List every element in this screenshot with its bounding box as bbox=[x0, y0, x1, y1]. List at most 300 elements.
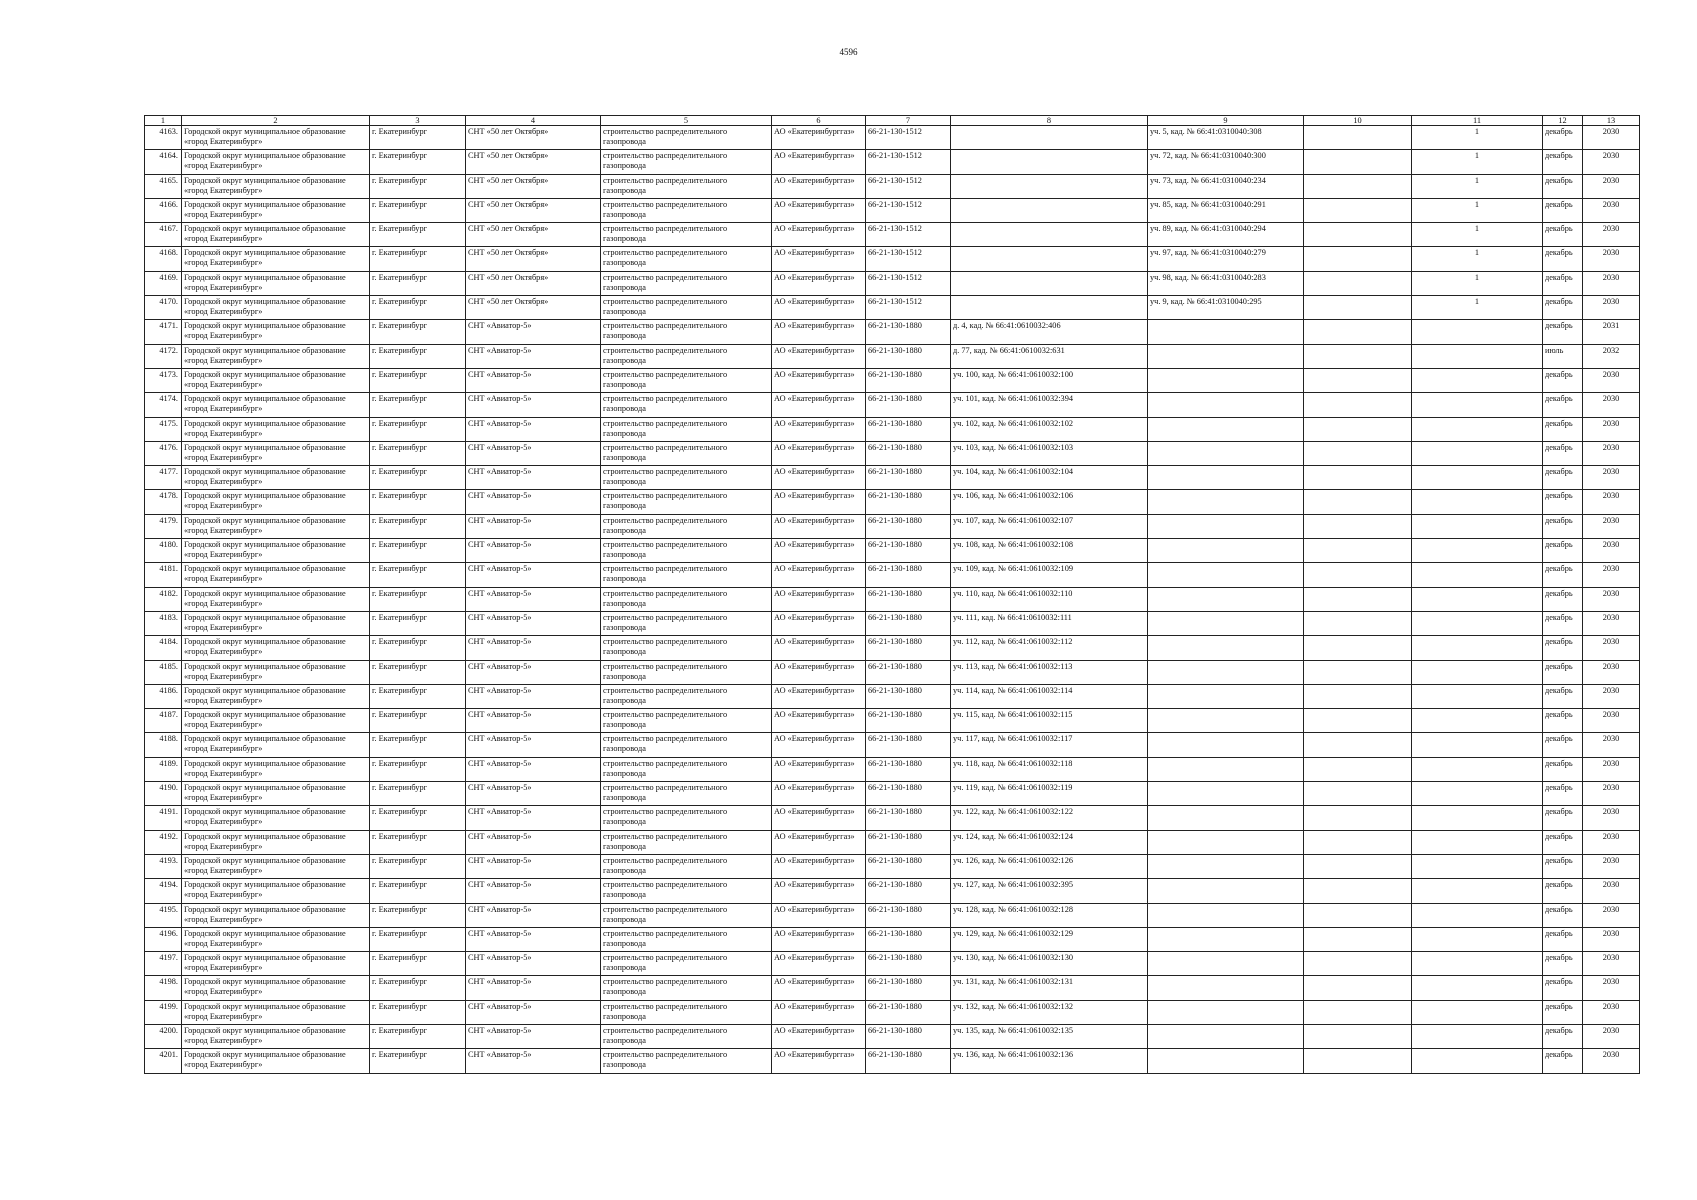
count-cell: 1 bbox=[1412, 150, 1543, 174]
row-number: 4175. bbox=[145, 417, 182, 441]
house-cadastral-cell: уч. 131, кад. № 66:41:0610032:131 bbox=[951, 976, 1148, 1000]
house-cadastral-cell: уч. 127, кад. № 66:41:0610032:395 bbox=[951, 879, 1148, 903]
city-cell: г. Екатеринбург bbox=[370, 757, 466, 781]
organization-cell: АО «Екатеринбурггаз» bbox=[772, 490, 866, 514]
month-cell: декабрь bbox=[1543, 368, 1583, 392]
city-cell: г. Екатеринбург bbox=[370, 174, 466, 198]
organization-cell: АО «Екатеринбурггаз» bbox=[772, 441, 866, 465]
column-10-cell bbox=[1304, 854, 1412, 878]
row-number: 4197. bbox=[145, 952, 182, 976]
program-code-cell: 66-21-130-1880 bbox=[866, 684, 951, 708]
table-row bbox=[145, 247, 1640, 271]
row-number: 4176. bbox=[145, 441, 182, 465]
work-type-cell: строительство распределительного газопровода bbox=[601, 393, 772, 417]
house-cadastral-cell: уч. 101, кад. № 66:41:0610032:394 bbox=[951, 393, 1148, 417]
house-cadastral-cell: уч. 128, кад. № 66:41:0610032:128 bbox=[951, 903, 1148, 927]
program-code-cell: 66-21-130-1880 bbox=[866, 611, 951, 635]
city-cell: г. Екатеринбург bbox=[370, 441, 466, 465]
municipality-cell: Городской округ муниципальное образование «город Екатеринбург» bbox=[182, 611, 370, 635]
row-number: 4187. bbox=[145, 709, 182, 733]
settlement-cell: СНТ «Авиатор-5» bbox=[466, 320, 601, 344]
month-cell: декабрь bbox=[1543, 1049, 1583, 1073]
work-type-cell: строительство распределительного газопровода bbox=[601, 150, 772, 174]
plot-cadastral-cell bbox=[1148, 587, 1304, 611]
organization-cell: АО «Екатеринбурггаз» bbox=[772, 514, 866, 538]
plot-cadastral-cell bbox=[1148, 1049, 1304, 1073]
municipality-cell: Городской округ муниципальное образование «город Екатеринбург» bbox=[182, 830, 370, 854]
organization-cell: АО «Екатеринбурггаз» bbox=[772, 830, 866, 854]
table-row bbox=[145, 344, 1640, 368]
table-row bbox=[145, 466, 1640, 490]
settlement-cell: СНТ «50 лет Октября» bbox=[466, 223, 601, 247]
city-cell: г. Екатеринбург bbox=[370, 952, 466, 976]
count-cell bbox=[1412, 587, 1543, 611]
city-cell: г. Екатеринбург bbox=[370, 368, 466, 392]
program-code-cell: 66-21-130-1880 bbox=[866, 514, 951, 538]
work-type-cell: строительство распределительного газопровода bbox=[601, 417, 772, 441]
house-cadastral-cell: уч. 114, кад. № 66:41:0610032:114 bbox=[951, 684, 1148, 708]
organization-cell: АО «Екатеринбурггаз» bbox=[772, 466, 866, 490]
organization-cell: АО «Екатеринбурггаз» bbox=[772, 539, 866, 563]
count-cell bbox=[1412, 417, 1543, 441]
plot-cadastral-cell bbox=[1148, 1000, 1304, 1024]
municipality-cell: Городской округ муниципальное образование «город Екатеринбург» bbox=[182, 539, 370, 563]
program-code-cell: 66-21-130-1512 bbox=[866, 296, 951, 320]
municipality-cell: Городской округ муниципальное образование «город Екатеринбург» bbox=[182, 587, 370, 611]
table-row bbox=[145, 927, 1640, 951]
organization-cell: АО «Екатеринбурггаз» bbox=[772, 684, 866, 708]
city-cell: г. Екатеринбург bbox=[370, 417, 466, 441]
column-header-5: 5 bbox=[601, 116, 772, 126]
year-cell: 2030 bbox=[1583, 417, 1640, 441]
month-cell: декабрь bbox=[1543, 927, 1583, 951]
plot-cadastral-cell bbox=[1148, 636, 1304, 660]
count-cell bbox=[1412, 368, 1543, 392]
house-cadastral-cell: уч. 113, кад. № 66:41:0610032:113 bbox=[951, 660, 1148, 684]
table-row bbox=[145, 611, 1640, 635]
plot-cadastral-cell bbox=[1148, 490, 1304, 514]
program-code-cell: 66-21-130-1880 bbox=[866, 490, 951, 514]
table-row bbox=[145, 684, 1640, 708]
program-code-cell: 66-21-130-1512 bbox=[866, 247, 951, 271]
row-number: 4190. bbox=[145, 782, 182, 806]
city-cell: г. Екатеринбург bbox=[370, 879, 466, 903]
work-type-cell: строительство распределительного газопровода bbox=[601, 587, 772, 611]
work-type-cell: строительство распределительного газопровода bbox=[601, 1024, 772, 1048]
organization-cell: АО «Екатеринбурггаз» bbox=[772, 344, 866, 368]
settlement-cell: СНТ «Авиатор-5» bbox=[466, 1049, 601, 1073]
program-code-cell: 66-21-130-1880 bbox=[866, 879, 951, 903]
column-10-cell bbox=[1304, 587, 1412, 611]
table-row bbox=[145, 490, 1640, 514]
work-type-cell: строительство распределительного газопровода bbox=[601, 684, 772, 708]
settlement-cell: СНТ «Авиатор-5» bbox=[466, 587, 601, 611]
column-10-cell bbox=[1304, 976, 1412, 1000]
month-cell: декабрь bbox=[1543, 1024, 1583, 1048]
settlement-cell: СНТ «Авиатор-5» bbox=[466, 903, 601, 927]
organization-cell: АО «Екатеринбурггаз» bbox=[772, 757, 866, 781]
settlement-cell: СНТ «Авиатор-5» bbox=[466, 636, 601, 660]
program-code-cell: 66-21-130-1880 bbox=[866, 903, 951, 927]
plot-cadastral-cell bbox=[1148, 684, 1304, 708]
organization-cell: АО «Екатеринбурггаз» bbox=[772, 952, 866, 976]
column-10-cell bbox=[1304, 879, 1412, 903]
settlement-cell: СНТ «Авиатор-5» bbox=[466, 854, 601, 878]
program-code-cell: 66-21-130-1880 bbox=[866, 830, 951, 854]
program-code-cell: 66-21-130-1512 bbox=[866, 198, 951, 222]
column-10-cell bbox=[1304, 539, 1412, 563]
row-number: 4170. bbox=[145, 296, 182, 320]
city-cell: г. Екатеринбург bbox=[370, 466, 466, 490]
city-cell: г. Екатеринбург bbox=[370, 126, 466, 150]
column-10-cell bbox=[1304, 903, 1412, 927]
table-row bbox=[145, 1049, 1640, 1073]
row-number: 4189. bbox=[145, 757, 182, 781]
work-type-cell: строительство распределительного газопровода bbox=[601, 660, 772, 684]
month-cell: декабрь bbox=[1543, 198, 1583, 222]
city-cell: г. Екатеринбург bbox=[370, 150, 466, 174]
house-cadastral-cell: уч. 122, кад. № 66:41:0610032:122 bbox=[951, 806, 1148, 830]
table-row bbox=[145, 757, 1640, 781]
year-cell: 2030 bbox=[1583, 126, 1640, 150]
municipality-cell: Городской округ муниципальное образование «город Екатеринбург» bbox=[182, 247, 370, 271]
house-cadastral-cell: уч. 132, кад. № 66:41:0610032:132 bbox=[951, 1000, 1148, 1024]
year-cell: 2030 bbox=[1583, 879, 1640, 903]
municipality-cell: Городской округ муниципальное образование «город Екатеринбург» bbox=[182, 952, 370, 976]
column-10-cell bbox=[1304, 393, 1412, 417]
organization-cell: АО «Екатеринбурггаз» bbox=[772, 660, 866, 684]
program-code-cell: 66-21-130-1880 bbox=[866, 320, 951, 344]
count-cell bbox=[1412, 344, 1543, 368]
table-row bbox=[145, 441, 1640, 465]
column-header-13: 13 bbox=[1583, 116, 1640, 126]
month-cell: декабрь bbox=[1543, 806, 1583, 830]
row-number: 4181. bbox=[145, 563, 182, 587]
month-cell: декабрь bbox=[1543, 174, 1583, 198]
row-number: 4182. bbox=[145, 587, 182, 611]
count-cell bbox=[1412, 952, 1543, 976]
year-cell: 2030 bbox=[1583, 636, 1640, 660]
settlement-cell: СНТ «Авиатор-5» bbox=[466, 757, 601, 781]
column-10-cell bbox=[1304, 417, 1412, 441]
row-number: 4201. bbox=[145, 1049, 182, 1073]
row-number: 4191. bbox=[145, 806, 182, 830]
table-row bbox=[145, 976, 1640, 1000]
work-type-cell: строительство распределительного газопровода bbox=[601, 636, 772, 660]
year-cell: 2031 bbox=[1583, 320, 1640, 344]
settlement-cell: СНТ «50 лет Октября» bbox=[466, 126, 601, 150]
column-10-cell bbox=[1304, 126, 1412, 150]
plot-cadastral-cell bbox=[1148, 709, 1304, 733]
month-cell: декабрь bbox=[1543, 611, 1583, 635]
column-10-cell bbox=[1304, 636, 1412, 660]
table-row bbox=[145, 174, 1640, 198]
year-cell: 2030 bbox=[1583, 587, 1640, 611]
city-cell: г. Екатеринбург bbox=[370, 393, 466, 417]
municipality-cell: Городской округ муниципальное образование «город Екатеринбург» bbox=[182, 1024, 370, 1048]
work-type-cell: строительство распределительного газопровода bbox=[601, 296, 772, 320]
column-10-cell bbox=[1304, 174, 1412, 198]
year-cell: 2030 bbox=[1583, 854, 1640, 878]
house-cadastral-cell: уч. 136, кад. № 66:41:0610032:136 bbox=[951, 1049, 1148, 1073]
organization-cell: АО «Екатеринбурггаз» bbox=[772, 709, 866, 733]
count-cell: 1 bbox=[1412, 247, 1543, 271]
program-code-cell: 66-21-130-1880 bbox=[866, 393, 951, 417]
work-type-cell: строительство распределительного газопровода bbox=[601, 757, 772, 781]
column-10-cell bbox=[1304, 150, 1412, 174]
program-code-cell: 66-21-130-1880 bbox=[866, 563, 951, 587]
plot-cadastral-cell bbox=[1148, 830, 1304, 854]
organization-cell: АО «Екатеринбурггаз» bbox=[772, 198, 866, 222]
row-number: 4184. bbox=[145, 636, 182, 660]
plot-cadastral-cell: уч. 73, кад. № 66:41:0310040:234 bbox=[1148, 174, 1304, 198]
work-type-cell: строительство распределительного газопровода bbox=[601, 1049, 772, 1073]
column-10-cell bbox=[1304, 952, 1412, 976]
table-row bbox=[145, 1000, 1640, 1024]
program-code-cell: 66-21-130-1880 bbox=[866, 709, 951, 733]
municipality-cell: Городской округ муниципальное образование «город Екатеринбург» bbox=[182, 854, 370, 878]
city-cell: г. Екатеринбург bbox=[370, 271, 466, 295]
plot-cadastral-cell bbox=[1148, 927, 1304, 951]
work-type-cell: строительство распределительного газопровода bbox=[601, 879, 772, 903]
year-cell: 2032 bbox=[1583, 344, 1640, 368]
count-cell bbox=[1412, 757, 1543, 781]
row-number: 4194. bbox=[145, 879, 182, 903]
table-row bbox=[145, 126, 1640, 150]
month-cell: декабрь bbox=[1543, 879, 1583, 903]
municipality-cell: Городской округ муниципальное образование «город Екатеринбург» bbox=[182, 368, 370, 392]
year-cell: 2030 bbox=[1583, 441, 1640, 465]
year-cell: 2030 bbox=[1583, 393, 1640, 417]
municipality-cell: Городской округ муниципальное образование «город Екатеринбург» bbox=[182, 514, 370, 538]
program-code-cell: 66-21-130-1512 bbox=[866, 271, 951, 295]
settlement-cell: СНТ «50 лет Октября» bbox=[466, 247, 601, 271]
municipality-cell: Городской округ муниципальное образование «город Екатеринбург» bbox=[182, 563, 370, 587]
column-10-cell bbox=[1304, 709, 1412, 733]
house-cadastral-cell: уч. 108, кад. № 66:41:0610032:108 bbox=[951, 539, 1148, 563]
column-10-cell bbox=[1304, 441, 1412, 465]
column-10-cell bbox=[1304, 247, 1412, 271]
plot-cadastral-cell: уч. 9, кад. № 66:41:0310040:295 bbox=[1148, 296, 1304, 320]
plot-cadastral-cell: уч. 85, кад. № 66:41:0310040:291 bbox=[1148, 198, 1304, 222]
year-cell: 2030 bbox=[1583, 684, 1640, 708]
count-cell bbox=[1412, 441, 1543, 465]
plot-cadastral-cell bbox=[1148, 854, 1304, 878]
table-row bbox=[145, 879, 1640, 903]
year-cell: 2030 bbox=[1583, 296, 1640, 320]
house-cadastral-cell: уч. 135, кад. № 66:41:0610032:135 bbox=[951, 1024, 1148, 1048]
plot-cadastral-cell: уч. 98, кад. № 66:41:0310040:283 bbox=[1148, 271, 1304, 295]
work-type-cell: строительство распределительного газопровода bbox=[601, 830, 772, 854]
row-number: 4165. bbox=[145, 174, 182, 198]
column-10-cell bbox=[1304, 368, 1412, 392]
table-row bbox=[145, 587, 1640, 611]
table-row bbox=[145, 830, 1640, 854]
city-cell: г. Екатеринбург bbox=[370, 247, 466, 271]
row-number: 4185. bbox=[145, 660, 182, 684]
column-10-cell bbox=[1304, 271, 1412, 295]
count-cell: 1 bbox=[1412, 174, 1543, 198]
count-cell bbox=[1412, 854, 1543, 878]
count-cell bbox=[1412, 733, 1543, 757]
settlement-cell: СНТ «Авиатор-5» bbox=[466, 733, 601, 757]
table-row bbox=[145, 903, 1640, 927]
count-cell bbox=[1412, 1024, 1543, 1048]
year-cell: 2030 bbox=[1583, 660, 1640, 684]
house-cadastral-cell: уч. 102, кад. № 66:41:0610032:102 bbox=[951, 417, 1148, 441]
column-header-8: 8 bbox=[951, 116, 1148, 126]
work-type-cell: строительство распределительного газопровода bbox=[601, 320, 772, 344]
municipality-cell: Городской округ муниципальное образование «город Екатеринбург» bbox=[182, 441, 370, 465]
column-10-cell bbox=[1304, 684, 1412, 708]
work-type-cell: строительство распределительного газопровода bbox=[601, 247, 772, 271]
row-number: 4167. bbox=[145, 223, 182, 247]
work-type-cell: строительство распределительного газопровода bbox=[601, 854, 772, 878]
month-cell: декабрь bbox=[1543, 830, 1583, 854]
year-cell: 2030 bbox=[1583, 709, 1640, 733]
column-header-1: 1 bbox=[145, 116, 182, 126]
year-cell: 2030 bbox=[1583, 757, 1640, 781]
municipality-cell: Городской округ муниципальное образование «город Екатеринбург» bbox=[182, 733, 370, 757]
column-10-cell bbox=[1304, 198, 1412, 222]
program-code-cell: 66-21-130-1880 bbox=[866, 782, 951, 806]
column-10-cell bbox=[1304, 296, 1412, 320]
row-number: 4178. bbox=[145, 490, 182, 514]
city-cell: г. Екатеринбург bbox=[370, 1024, 466, 1048]
house-cadastral-cell: уч. 129, кад. № 66:41:0610032:129 bbox=[951, 927, 1148, 951]
house-cadastral-cell bbox=[951, 150, 1148, 174]
program-code-cell: 66-21-130-1880 bbox=[866, 636, 951, 660]
plot-cadastral-cell bbox=[1148, 417, 1304, 441]
year-cell: 2030 bbox=[1583, 150, 1640, 174]
plot-cadastral-cell: уч. 72, кад. № 66:41:0310040:300 bbox=[1148, 150, 1304, 174]
row-number: 4173. bbox=[145, 368, 182, 392]
count-cell bbox=[1412, 539, 1543, 563]
program-code-cell: 66-21-130-1880 bbox=[866, 1049, 951, 1073]
house-cadastral-cell: уч. 104, кад. № 66:41:0610032:104 bbox=[951, 466, 1148, 490]
table-row bbox=[145, 1024, 1640, 1048]
program-code-cell: 66-21-130-1880 bbox=[866, 854, 951, 878]
municipality-cell: Городской округ муниципальное образование «город Екатеринбург» bbox=[182, 344, 370, 368]
plot-cadastral-cell bbox=[1148, 466, 1304, 490]
work-type-cell: строительство распределительного газопровода bbox=[601, 539, 772, 563]
month-cell: декабрь bbox=[1543, 636, 1583, 660]
count-cell bbox=[1412, 514, 1543, 538]
program-code-cell: 66-21-130-1512 bbox=[866, 150, 951, 174]
house-cadastral-cell: д. 77, кад. № 66:41:0610032:631 bbox=[951, 344, 1148, 368]
column-header-9: 9 bbox=[1148, 116, 1304, 126]
house-cadastral-cell bbox=[951, 223, 1148, 247]
row-number: 4198. bbox=[145, 976, 182, 1000]
year-cell: 2030 bbox=[1583, 611, 1640, 635]
month-cell: декабрь bbox=[1543, 903, 1583, 927]
plot-cadastral-cell bbox=[1148, 344, 1304, 368]
column-10-cell bbox=[1304, 806, 1412, 830]
settlement-cell: СНТ «Авиатор-5» bbox=[466, 806, 601, 830]
column-header-4: 4 bbox=[466, 116, 601, 126]
month-cell: декабрь bbox=[1543, 150, 1583, 174]
settlement-cell: СНТ «50 лет Октября» bbox=[466, 271, 601, 295]
month-cell: декабрь bbox=[1543, 441, 1583, 465]
city-cell: г. Екатеринбург bbox=[370, 1000, 466, 1024]
column-10-cell bbox=[1304, 1000, 1412, 1024]
settlement-cell: СНТ «Авиатор-5» bbox=[466, 514, 601, 538]
organization-cell: АО «Екатеринбурггаз» bbox=[772, 587, 866, 611]
column-10-cell bbox=[1304, 757, 1412, 781]
settlement-cell: СНТ «Авиатор-5» bbox=[466, 952, 601, 976]
settlement-cell: СНТ «Авиатор-5» bbox=[466, 393, 601, 417]
city-cell: г. Екатеринбург bbox=[370, 296, 466, 320]
municipality-cell: Городской округ муниципальное образование «город Екатеринбург» bbox=[182, 782, 370, 806]
work-type-cell: строительство распределительного газопровода bbox=[601, 441, 772, 465]
municipality-cell: Городской округ муниципальное образование «город Екатеринбург» bbox=[182, 490, 370, 514]
organization-cell: АО «Екатеринбурггаз» bbox=[772, 854, 866, 878]
organization-cell: АО «Екатеринбурггаз» bbox=[772, 976, 866, 1000]
settlement-cell: СНТ «Авиатор-5» bbox=[466, 466, 601, 490]
organization-cell: АО «Екатеринбурггаз» bbox=[772, 611, 866, 635]
municipality-cell: Городской округ муниципальное образование «город Екатеринбург» bbox=[182, 417, 370, 441]
month-cell: декабрь bbox=[1543, 854, 1583, 878]
row-number: 4196. bbox=[145, 927, 182, 951]
work-type-cell: строительство распределительного газопровода bbox=[601, 709, 772, 733]
house-cadastral-cell: уч. 110, кад. № 66:41:0610032:110 bbox=[951, 587, 1148, 611]
organization-cell: АО «Екатеринбурггаз» bbox=[772, 1024, 866, 1048]
municipality-cell: Городской округ муниципальное образование «город Екатеринбург» bbox=[182, 879, 370, 903]
table-row bbox=[145, 782, 1640, 806]
work-type-cell: строительство распределительного газопровода bbox=[601, 271, 772, 295]
table-row bbox=[145, 198, 1640, 222]
column-10-cell bbox=[1304, 1049, 1412, 1073]
table-row bbox=[145, 417, 1640, 441]
city-cell: г. Екатеринбург bbox=[370, 854, 466, 878]
month-cell: декабрь bbox=[1543, 660, 1583, 684]
house-cadastral-cell: уч. 100, кад. № 66:41:0610032:100 bbox=[951, 368, 1148, 392]
settlement-cell: СНТ «Авиатор-5» bbox=[466, 611, 601, 635]
plot-cadastral-cell: уч. 5, кад. № 66:41:0310040:308 bbox=[1148, 126, 1304, 150]
city-cell: г. Екатеринбург bbox=[370, 903, 466, 927]
program-code-cell: 66-21-130-1880 bbox=[866, 441, 951, 465]
city-cell: г. Екатеринбург bbox=[370, 514, 466, 538]
house-cadastral-cell: уч. 124, кад. № 66:41:0610032:124 bbox=[951, 830, 1148, 854]
column-10-cell bbox=[1304, 223, 1412, 247]
row-number: 4192. bbox=[145, 830, 182, 854]
column-10-cell bbox=[1304, 782, 1412, 806]
count-cell: 1 bbox=[1412, 271, 1543, 295]
organization-cell: АО «Екатеринбурггаз» bbox=[772, 563, 866, 587]
house-cadastral-cell: уч. 115, кад. № 66:41:0610032:115 bbox=[951, 709, 1148, 733]
city-cell: г. Екатеринбург bbox=[370, 782, 466, 806]
city-cell: г. Екатеринбург bbox=[370, 344, 466, 368]
month-cell: декабрь bbox=[1543, 320, 1583, 344]
table-row bbox=[145, 320, 1640, 344]
house-cadastral-cell: уч. 118, кад. № 66:41:0610032:118 bbox=[951, 757, 1148, 781]
house-cadastral-cell bbox=[951, 198, 1148, 222]
house-cadastral-cell: уч. 111, кад. № 66:41:0610032:111 bbox=[951, 611, 1148, 635]
column-10-cell bbox=[1304, 611, 1412, 635]
settlement-cell: СНТ «Авиатор-5» bbox=[466, 1000, 601, 1024]
count-cell bbox=[1412, 806, 1543, 830]
month-cell: декабрь bbox=[1543, 782, 1583, 806]
plot-cadastral-cell bbox=[1148, 611, 1304, 635]
house-cadastral-cell: уч. 112, кад. № 66:41:0610032:112 bbox=[951, 636, 1148, 660]
month-cell: декабрь bbox=[1543, 271, 1583, 295]
program-code-cell: 66-21-130-1880 bbox=[866, 927, 951, 951]
row-number: 4169. bbox=[145, 271, 182, 295]
organization-cell: АО «Екатеринбурггаз» bbox=[772, 903, 866, 927]
city-cell: г. Екатеринбург bbox=[370, 684, 466, 708]
table-row bbox=[145, 660, 1640, 684]
work-type-cell: строительство распределительного газопровода bbox=[601, 927, 772, 951]
